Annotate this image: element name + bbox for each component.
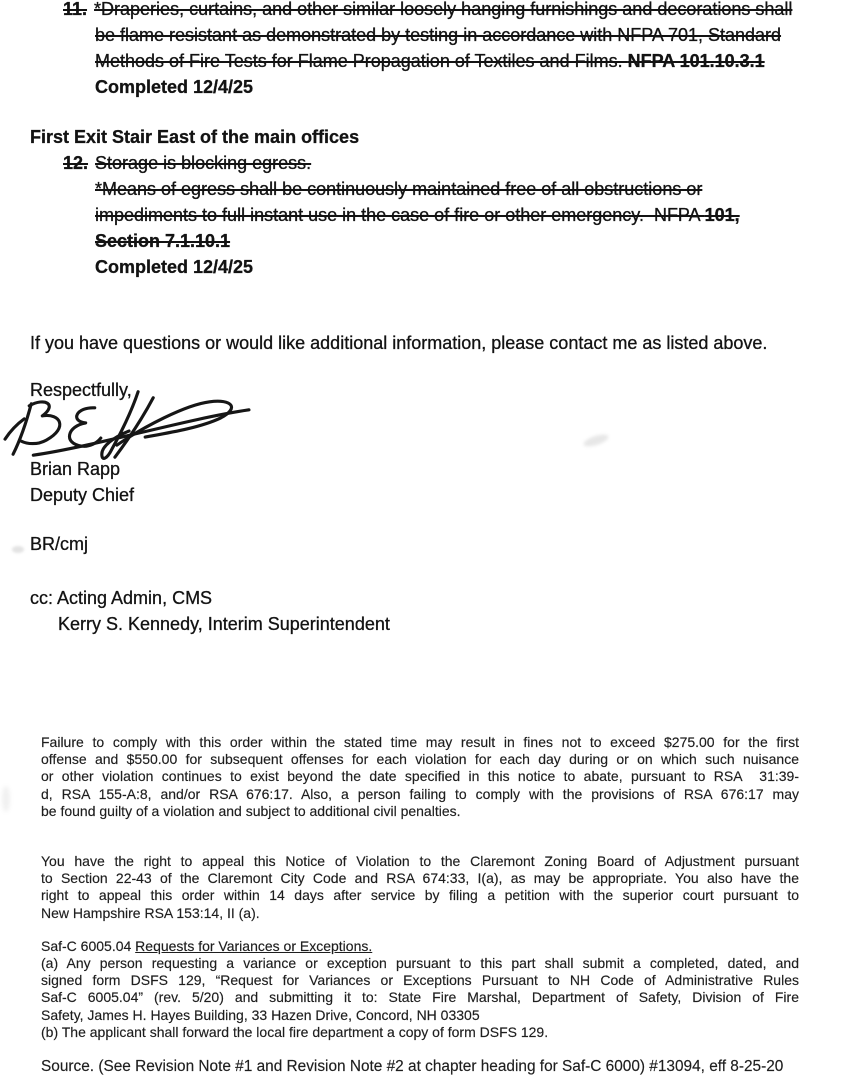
source-note: Source. (See Revision Note #1 and Revision Note #2 at chapter heading for Saf-C 6000) #13094, eff 8-25-20 [41, 1058, 784, 1076]
cc-line-2: Kerry S. Kennedy, Interim Superintendent [58, 614, 390, 634]
violation-item-12 [63, 150, 740, 280]
violation-item-11-completed: Completed 12/4/25 [95, 77, 254, 97]
violation-item-11 [63, 0, 792, 100]
contact-note: If you have questions or would like additional information, please contact me as listed above. [30, 333, 768, 353]
signature-block [30, 456, 134, 508]
signer-title: Deputy Chief [30, 485, 135, 505]
variance-item-b: (b) The applicant shall forward the local fire department a copy of form DSFS 129. [41, 1023, 549, 1040]
variance-heading: Saf-C 6005.04 Requests for Variances or Exceptions. [41, 937, 373, 954]
scan-smudge [582, 432, 610, 449]
location-heading: First Exit Stair East of the main offices [30, 127, 360, 147]
violation-item-11-line1: 11. *Draperies, curtains, and other similar loosely hanging furnishings and decorations shall [63, 0, 793, 19]
violation-item-12-line4 [63, 228, 740, 254]
violation-item-12-completed: Completed 12/4/25 [95, 257, 254, 277]
appeal-paragraph: You have the right to appeal this Notice of Violation to the Claremont Zoning Board of Adjustment pursuant to Section 22-43 of the Claremont City Code and RSA 674:33, I(a), as may be appropriate. You also have the right to appeal this order within 14 days after service by filing a petition with the superior court pursuant to New Hampshire RSA 153:14, II (a). [41, 853, 799, 921]
valediction: Respectfully, [30, 380, 132, 400]
violation-item-11-line3: Methods of Fire Tests for Flame Propagation of Textiles and Films. NFPA 101.10.3.1 [95, 51, 765, 71]
variance-heading-title: Requests for Variances or Exceptions. [135, 937, 373, 954]
legal-footer [41, 734, 799, 1075]
scan-smudge [12, 546, 24, 553]
code-reference: 101, [704, 205, 740, 225]
variance-section: Saf-C 6005.04 Requests for Variances or Exceptions. (a) Any person requesting a variance or exception pursuant to this part shall submit a completed, dated, and signed form DSFS 129, “Request for Variances or Exceptions Pursuant to NH Code of Administrative Rules Saf-C 6005.04” (rev. 5/20) and submitting it to: State Fire Marshal, Department of Safety, Division of Fire Safety, James H. Hayes Building, 33 Hazen Drive, Concord, NH 03305 (b) The applicant shall forward the local fire department a copy of form DSFS 129. [41, 937, 799, 1040]
violation-item-11-number: 11. [63, 0, 88, 19]
typist-initials: BR/cmj [30, 534, 88, 554]
code-reference: Section 7.1.10.1 [95, 231, 231, 251]
cc-list [30, 585, 390, 637]
signer-name: Brian Rapp [30, 459, 121, 479]
code-reference: NFPA 101.10.3.1 [627, 51, 765, 71]
violation-item-12-line1: 12. Storage is blocking egress. [63, 153, 312, 173]
violation-item-11-line2: be flame resistant as demonstrated by testing in accordance with NFPA 701, Standard [95, 25, 782, 45]
violation-item-12-line2: *Means of egress shall be continuously maintained free of all obstructions or [95, 179, 703, 199]
penalties-paragraph: Failure to comply with this order within the stated time may result in fines not to exceed $275.00 for the first offense and $550.00 for subsequent offenses for each violation for each day during or on which such nuisance or other violation continues to exist beyond the date specified in this notice to abate, pursuant to RSA 31:39- d, RSA 155-A:8, and/or RSA 676:17. Also, a person failing to comply with the provisions of RSA 676:17 may be found guilty of a violation and subject to additional civil penalties. [41, 734, 799, 819]
scan-smudge [2, 786, 10, 812]
violation-item-12-line3: impediments to full instant use in the case of fire or other emergency. NFPA 101, [95, 205, 740, 225]
violation-item-12-number: 12. [63, 153, 89, 173]
cc-line-1: cc: Acting Admin, CMS [30, 588, 213, 608]
